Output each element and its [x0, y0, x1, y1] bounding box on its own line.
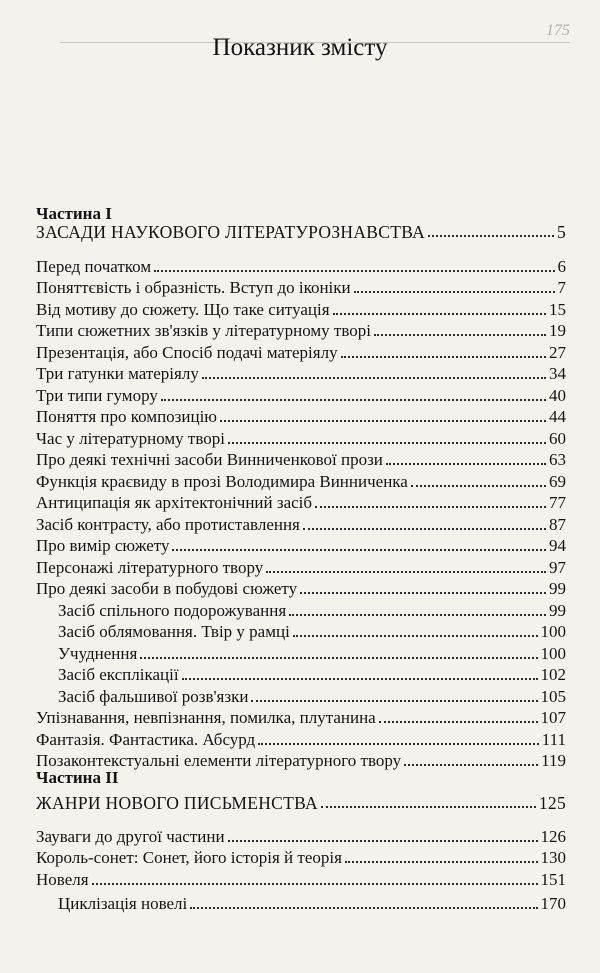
- dot-leader: [140, 657, 537, 659]
- toc-entry-title: Перед початком: [36, 257, 152, 276]
- toc-entry-page: 27: [549, 343, 566, 362]
- dot-leader: [228, 442, 546, 444]
- toc-subentry[interactable]: [58, 599, 566, 621]
- toc-entry-page: 77: [549, 493, 566, 512]
- toc-entry-title: Антиципація як архітектонічний засіб: [36, 493, 313, 512]
- toc-entry-page: 170: [540, 894, 566, 913]
- part-1-heading[interactable]: [36, 220, 566, 242]
- toc-entry-page: 126: [540, 827, 566, 846]
- toc-entry-title: Поняття про композицію: [36, 407, 218, 426]
- toc-entry-page: 97: [549, 558, 566, 577]
- dot-leader: [303, 528, 546, 530]
- toc-entry-title: Презентація, або Спосіб подачі матеріялу: [36, 343, 338, 362]
- toc-entry-title: Засіб спільного подорожування: [58, 601, 287, 620]
- dot-leader: [321, 806, 536, 808]
- dot-leader: [386, 463, 546, 465]
- toc-entry[interactable]: [36, 556, 566, 578]
- toc-entry[interactable]: [36, 846, 566, 868]
- toc-entry[interactable]: [36, 868, 566, 890]
- toc-subentry[interactable]: [58, 892, 566, 914]
- dot-leader: [220, 420, 546, 422]
- toc-entry-title: Учуднення: [58, 644, 138, 663]
- toc-entry-page: 151: [540, 870, 566, 889]
- toc-entry-title: Король-сонет: Сонет, його історія й теорія: [36, 848, 342, 867]
- toc-entry[interactable]: [36, 341, 566, 363]
- toc-entry[interactable]: [36, 319, 566, 341]
- toc-entry[interactable]: [36, 534, 566, 556]
- part-2-heading[interactable]: [36, 791, 566, 813]
- toc-entry-title: Засіб фальшивої розв'язки: [58, 687, 249, 706]
- part-1-label: Частина I: [36, 204, 112, 223]
- toc-entry-page: 6: [557, 257, 566, 276]
- toc-entry-page: 119: [541, 751, 566, 770]
- toc-entry-page: 69: [549, 472, 566, 491]
- toc-entry-title: Три типи гумору: [36, 386, 158, 405]
- toc-entry[interactable]: [36, 825, 566, 847]
- toc-entry-page: 94: [549, 536, 566, 555]
- toc-entry[interactable]: [36, 728, 566, 750]
- toc-entry-page: 60: [549, 429, 566, 448]
- toc-entry[interactable]: [36, 470, 566, 492]
- toc-entry-page: 15: [549, 300, 566, 319]
- toc-entry[interactable]: [36, 427, 566, 449]
- dot-leader: [154, 270, 554, 272]
- toc-entry[interactable]: [36, 448, 566, 470]
- toc-entry-title: Позаконтекстуальні елементи літературного твору: [36, 751, 402, 770]
- dot-leader: [333, 313, 546, 315]
- dot-leader: [289, 614, 546, 616]
- toc-entry-title: Поняттєвість і образність. Вступ до іконіки: [36, 278, 351, 297]
- toc-entry[interactable]: [36, 362, 566, 384]
- dot-leader: [374, 334, 546, 336]
- dot-leader: [293, 635, 538, 637]
- dot-leader: [354, 291, 555, 293]
- toc-entry-title: Зауваги до другої частини: [36, 827, 225, 846]
- toc-entry-title: Від мотиву до сюжету. Що таке ситуація: [36, 300, 330, 319]
- toc-entry-page: 7: [557, 278, 566, 297]
- toc-entry-page: 99: [549, 579, 566, 598]
- toc-entry-title: Засіб контрасту, або протиставлення: [36, 515, 300, 534]
- running-head-page-number: 175: [546, 22, 570, 39]
- toc-entry[interactable]: [36, 491, 566, 513]
- toc-entry-page: 102: [540, 665, 566, 684]
- toc-entry-title: Фантазія. Фантастика. Абсурд: [36, 730, 256, 749]
- dot-leader: [202, 377, 546, 379]
- dot-leader: [411, 485, 546, 487]
- toc-entry-title: Засіб облямовання. Твір у рамці: [58, 622, 290, 641]
- page-title: Показник змісту: [212, 34, 388, 61]
- toc-entry-title: Циклізація новелі: [58, 894, 188, 913]
- toc-entry-page: 125: [538, 793, 566, 813]
- dot-leader: [315, 506, 546, 508]
- dot-leader: [404, 764, 538, 766]
- toc-entry-page: 63: [549, 450, 566, 469]
- toc-entry[interactable]: [36, 255, 566, 277]
- toc-entry-page: 100: [540, 622, 566, 641]
- toc-subentry[interactable]: [58, 642, 566, 664]
- toc-subentry[interactable]: [58, 685, 566, 707]
- toc-entry-page: 19: [549, 321, 566, 340]
- toc-entry-page: 34: [549, 364, 566, 383]
- toc-entry-page: 87: [549, 515, 566, 534]
- dot-leader: [228, 840, 538, 842]
- toc-entry-title: Функція краєвиду в прозі Володимира Винниченка: [36, 472, 408, 491]
- dot-leader: [92, 883, 538, 885]
- dot-leader: [300, 592, 546, 594]
- part-2-label: Частина II: [36, 768, 119, 787]
- toc-entry-title: Новеля: [36, 870, 89, 889]
- dot-leader: [182, 678, 538, 680]
- toc-entry[interactable]: [36, 706, 566, 728]
- dot-leader: [190, 907, 537, 909]
- toc-entry[interactable]: [36, 577, 566, 599]
- toc-entry-title: Типи сюжетних зв'язків у літературному творі: [36, 321, 371, 340]
- toc-entry-page: 111: [541, 730, 566, 749]
- toc-entry[interactable]: [36, 513, 566, 535]
- toc-entry-page: 44: [549, 407, 566, 426]
- toc-entry-title: Про деякі засоби в побудові сюжету: [36, 579, 298, 598]
- toc-entry-title: Упізнавання, невпізнання, помилка, плутанина: [36, 708, 376, 727]
- toc-entry-page: 105: [540, 687, 566, 706]
- toc-entry-title: Про вимір сюжету: [36, 536, 170, 555]
- dot-leader: [345, 861, 538, 863]
- toc-subentry[interactable]: [58, 663, 566, 685]
- toc-entry-title: Час у літературному творі: [36, 429, 225, 448]
- dot-leader: [161, 399, 546, 401]
- toc-entry-page: 5: [556, 222, 566, 242]
- dot-leader: [341, 356, 546, 358]
- toc-entry-title: Персонажі літературного твору: [36, 558, 264, 577]
- toc-entry-title: Засіб експлікації: [58, 665, 179, 684]
- toc-subentry[interactable]: [58, 620, 566, 642]
- toc-entry-page: 99: [549, 601, 566, 620]
- dot-leader: [251, 700, 537, 702]
- dot-leader: [258, 743, 539, 745]
- toc-entry-page: 107: [540, 708, 566, 727]
- toc-entry-title: Про деякі технічні засоби Винниченкової прози: [36, 450, 383, 469]
- toc-entry[interactable]: [36, 405, 566, 427]
- toc-entry[interactable]: [36, 276, 566, 298]
- dot-leader: [428, 235, 554, 237]
- toc-entry-title: Три гатунки матеріялу: [36, 364, 199, 383]
- toc-entry[interactable]: [36, 384, 566, 406]
- toc-entry-page: 130: [540, 848, 566, 867]
- dot-leader: [379, 721, 538, 723]
- toc-entry-title: ЖАНРИ НОВОГО ПИСЬМЕНСТВА: [36, 793, 318, 813]
- dot-leader: [266, 571, 546, 573]
- toc-entry[interactable]: [36, 298, 566, 320]
- toc-entry-page: 100: [540, 644, 566, 663]
- dot-leader: [172, 549, 546, 551]
- toc-entry-title: ЗАСАДИ НАУКОВОГО ЛІТЕРАТУРОЗНАВСТВА: [36, 222, 426, 242]
- toc-entry-page: 40: [549, 386, 566, 405]
